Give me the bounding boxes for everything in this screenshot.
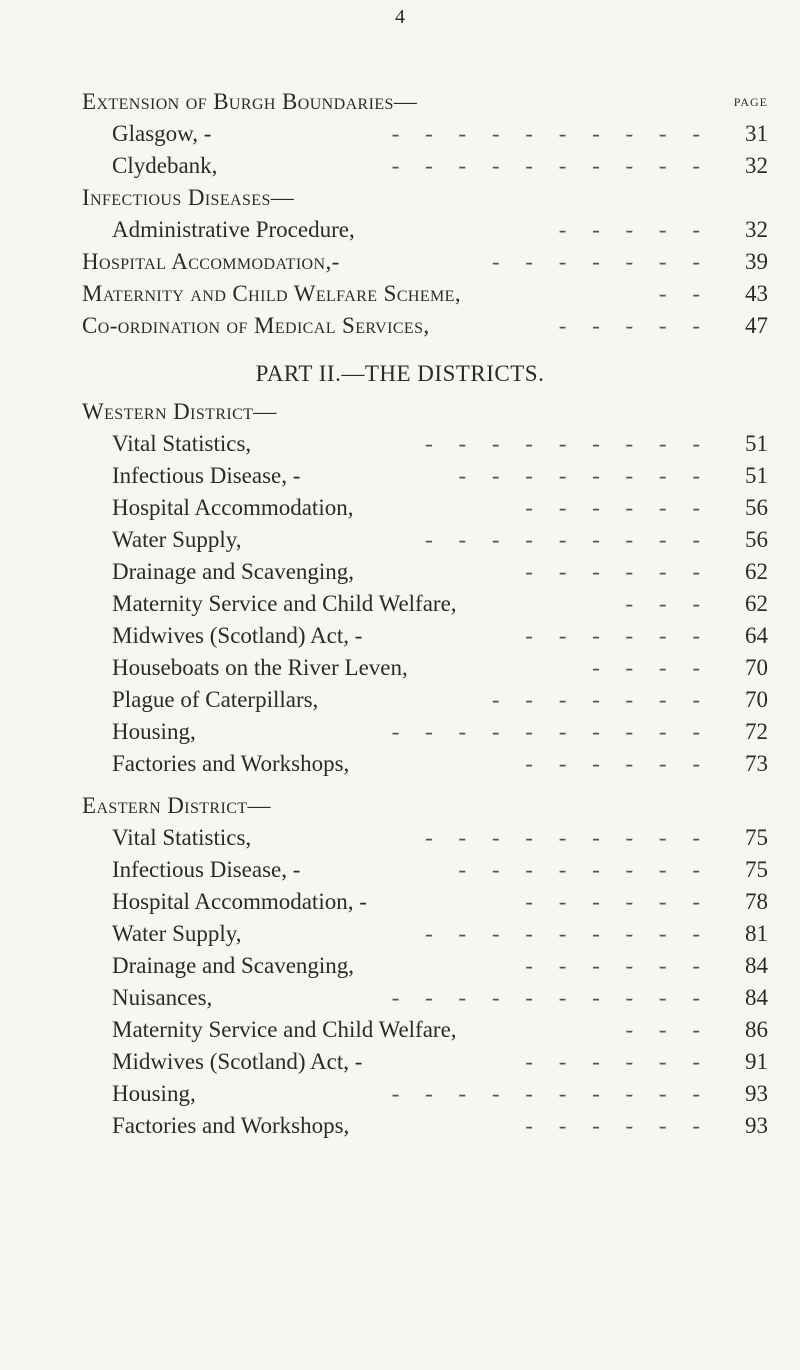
toc-page-number: 73 <box>745 751 768 776</box>
toc-page-number: 56 <box>745 527 768 552</box>
toc-entry-label: Vital Statistics, <box>112 825 252 850</box>
toc-entry-label: Houseboats on the River Leven, <box>112 655 408 680</box>
toc-leader-dots: - - - - - - - <box>491 249 710 274</box>
spacer <box>0 342 800 352</box>
toc-western-district <box>0 396 800 780</box>
toc-heading <box>0 278 800 310</box>
toc-page-number: 93 <box>745 1113 768 1138</box>
toc-leader-dots: - - - - - <box>558 217 710 242</box>
toc-page-number: 84 <box>745 953 768 978</box>
toc-entry <box>0 918 800 950</box>
toc-entry-label: Maternity Service and Child Welfare, <box>112 1017 457 1042</box>
toc-general-section <box>0 86 800 342</box>
toc-entry-label: Hospital Accommodation, - <box>112 889 367 914</box>
toc-entry-label: Infectious Disease, - <box>112 857 301 882</box>
toc-page-number: 32 <box>745 153 768 178</box>
toc-page-number: 91 <box>745 1049 768 1074</box>
toc-entry <box>0 588 800 620</box>
toc-entry <box>0 524 800 556</box>
toc-entry <box>0 620 800 652</box>
toc-entry-label: Glasgow, - <box>112 121 212 146</box>
toc-entry <box>0 150 800 182</box>
toc-page-number: 47 <box>745 313 768 338</box>
toc-entry-label: Maternity Service and Child Welfare, <box>112 591 457 616</box>
toc-entry <box>0 460 800 492</box>
toc-page-number: 31 <box>745 121 768 146</box>
toc-page-number: 56 <box>745 495 768 520</box>
toc-leader-dots: - - - - - - - - - <box>425 825 710 850</box>
toc-entry-label: Hospital Accommodation,- <box>82 249 340 274</box>
toc-leader-dots: - - - - - - - - - <box>425 431 710 456</box>
toc-leader-dots: - - - - - - - - - <box>425 921 710 946</box>
toc-entry-label: Infectious Disease, - <box>112 463 301 488</box>
toc-entry-label: Housing, <box>112 1081 196 1106</box>
toc-entry-label: Water Supply, <box>112 921 242 946</box>
toc-entry <box>0 118 800 150</box>
toc-entry <box>0 652 800 684</box>
toc-page-number: 93 <box>745 1081 768 1106</box>
toc-leader-dots: - - - - - - <box>525 559 710 584</box>
toc-heading <box>0 182 800 214</box>
toc-leader-dots: - - - <box>625 591 710 616</box>
toc-entry <box>0 1078 800 1110</box>
toc-entry-label: Factories and Workshops, <box>112 751 350 776</box>
toc-heading <box>0 396 800 428</box>
toc-leader-dots: - - - - - - - - <box>458 857 710 882</box>
toc-entry <box>0 822 800 854</box>
page-number: 4 <box>395 6 405 28</box>
toc-entry-label: Clydebank, <box>112 153 218 178</box>
toc-page-number: 78 <box>745 889 768 914</box>
toc-leader-dots: - - - - - - - <box>491 687 710 712</box>
toc-entry <box>0 684 800 716</box>
toc-heading <box>0 86 800 118</box>
toc-entry <box>0 1110 800 1142</box>
toc-entry-label: Western District— <box>82 399 277 424</box>
toc-entry-label: Vital Statistics, <box>112 431 252 456</box>
toc-page-number: 62 <box>745 559 768 584</box>
toc-heading <box>0 310 800 342</box>
toc-leader-dots: - - - - - - - - - - <box>391 1081 710 1106</box>
toc-entry-label: Co-ordination of Medical Services, <box>82 313 430 338</box>
toc-leader-dots: - - - - - - <box>525 953 710 978</box>
toc-leader-dots: - - <box>658 281 710 306</box>
toc-page-number: 72 <box>745 719 768 744</box>
spacer <box>0 780 800 790</box>
toc-leader-dots: - - - - - - - - - - <box>391 985 710 1010</box>
toc-entry-label: Eastern District— <box>82 793 271 818</box>
toc-leader-dots: - - - - - - - - - - <box>391 153 710 178</box>
toc-page-number: 39 <box>745 249 768 274</box>
toc-leader-dots: - - - - - - - - <box>458 463 710 488</box>
toc-leader-dots: - - - - - - <box>525 751 710 776</box>
toc-entry <box>0 950 800 982</box>
toc-leader-dots: - - - - - - - - - - <box>391 719 710 744</box>
toc-leader-dots: - - - - - - <box>525 1049 710 1074</box>
toc-entry-label: Administrative Procedure, <box>112 217 355 242</box>
toc-entry-label: Plague of Caterpillars, <box>112 687 319 712</box>
toc-leader-dots: - - - - - - - - - - <box>391 121 710 146</box>
table-of-contents <box>0 86 800 1142</box>
toc-page-number: 81 <box>745 921 768 946</box>
toc-entry-label: Factories and Workshops, <box>112 1113 350 1138</box>
part-title: PART II.—THE DISTRICTS. <box>255 361 545 386</box>
toc-page-number: 62 <box>745 591 768 616</box>
toc-page-number: 75 <box>745 857 768 882</box>
toc-page-number: 43 <box>745 281 768 306</box>
toc-entry <box>0 556 800 588</box>
toc-page-number: 70 <box>745 687 768 712</box>
toc-entry-label: Midwives (Scotland) Act, - <box>112 1049 363 1074</box>
toc-heading <box>0 246 800 278</box>
toc-leader-dots: - - - - - - <box>525 1113 710 1138</box>
toc-leader-dots: - - - - - - <box>525 889 710 914</box>
toc-page-number: 84 <box>745 985 768 1010</box>
toc-entry-label: Drainage and Scavenging, <box>112 953 355 978</box>
toc-page-number: 75 <box>745 825 768 850</box>
toc-entry-label: Hospital Accommodation, <box>112 495 354 520</box>
toc-entry <box>0 428 800 460</box>
toc-leader-dots: - - - - <box>592 655 710 680</box>
toc-entry <box>0 492 800 524</box>
toc-page-number: 32 <box>745 217 768 242</box>
toc-page-number: 86 <box>745 1017 768 1042</box>
toc-entry <box>0 886 800 918</box>
toc-leader-dots: - - - <box>625 1017 710 1042</box>
toc-entry-label: Infectious Diseases— <box>82 185 295 210</box>
toc-entry <box>0 748 800 780</box>
toc-page-number: 51 <box>745 431 768 456</box>
toc-entry-label: Extension of Burgh Boundaries— <box>82 89 418 114</box>
toc-leader-dots: - - - - - - - - - <box>425 527 710 552</box>
toc-eastern-district <box>0 790 800 1142</box>
toc-leader-dots: - - - - - - <box>525 495 710 520</box>
toc-leader-dots: - - - - - - <box>525 623 710 648</box>
toc-leader-dots: - - - - - <box>558 313 710 338</box>
page-column-label: PAGE <box>733 95 768 109</box>
toc-entry-label: Nuisances, <box>112 985 213 1010</box>
toc-entry <box>0 1046 800 1078</box>
toc-entry <box>0 1014 800 1046</box>
toc-page-number: 70 <box>745 655 768 680</box>
toc-entry-label: Water Supply, <box>112 527 242 552</box>
toc-entry <box>0 214 800 246</box>
toc-heading <box>0 790 800 822</box>
toc-entry-label: Drainage and Scavenging, <box>112 559 355 584</box>
toc-entry <box>0 854 800 886</box>
toc-entry-label: Maternity and Child Welfare Scheme, <box>82 281 461 306</box>
toc-page-number: 51 <box>745 463 768 488</box>
toc-entry <box>0 716 800 748</box>
toc-page-number: 64 <box>745 623 768 648</box>
toc-entry-label: Midwives (Scotland) Act, - <box>112 623 363 648</box>
toc-entry-label: Housing, <box>112 719 196 744</box>
toc-entry <box>0 982 800 1014</box>
